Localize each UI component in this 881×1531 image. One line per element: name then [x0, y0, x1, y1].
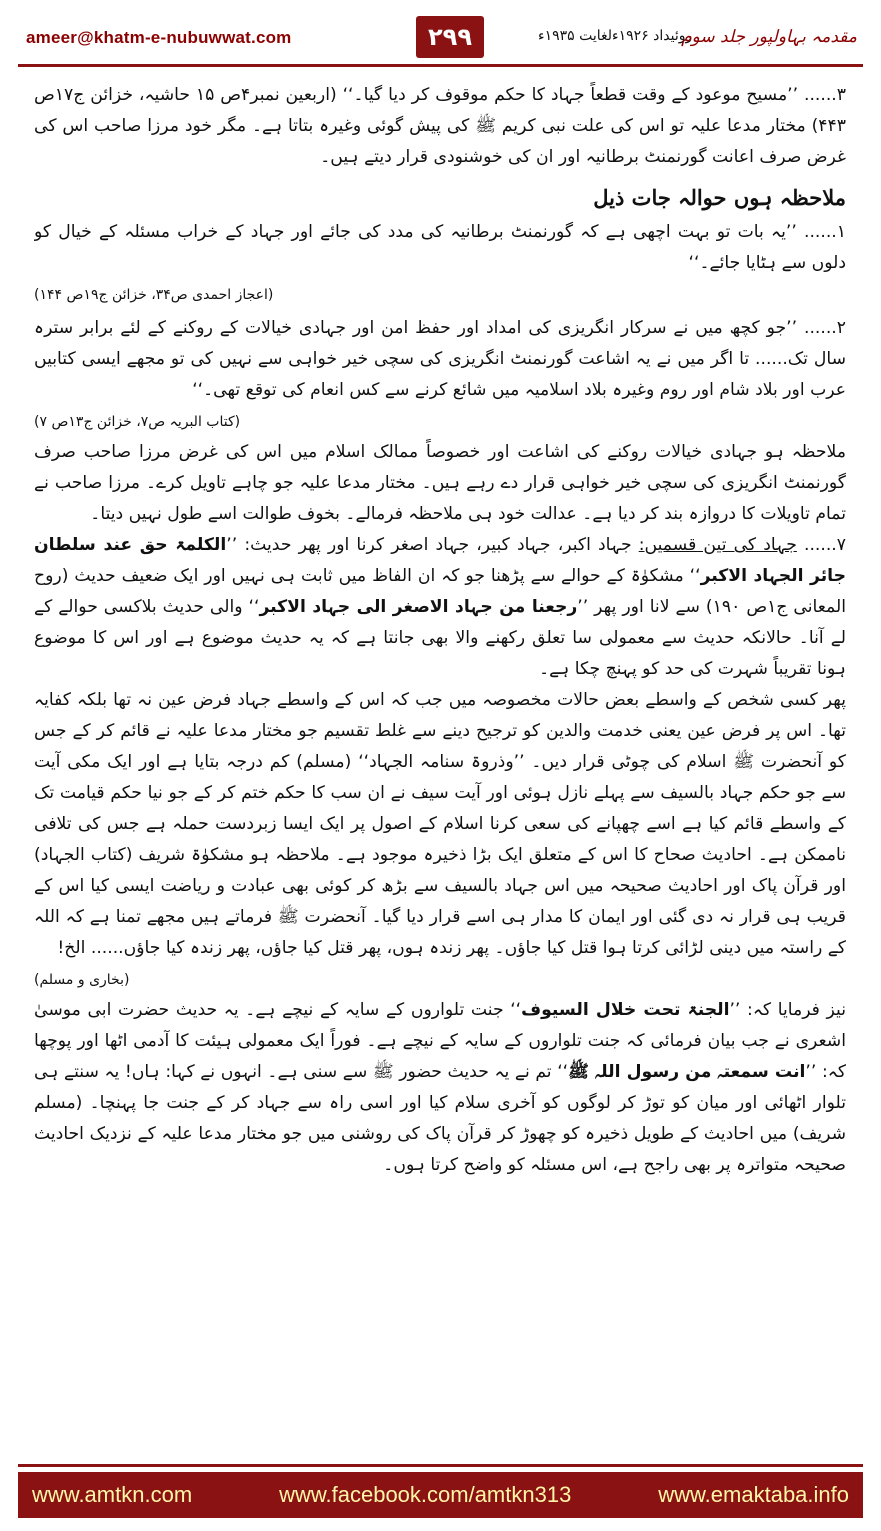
paragraph-7-intro: جہاد اکبر، جہاد کبیر، جہاد اصغر کرنا اور پھر حدیث: ’’: [226, 535, 639, 555]
page-header: [18, 14, 863, 62]
hadith-arabic-4: انت سمعتہ من رسول اللہ ﷺ: [568, 1062, 806, 1082]
header-proceeding: روئیداد ۱۹۲۶ءلغایت ۱۹۳۵ء: [538, 28, 693, 44]
last-paragraph-c: ‘‘ تم نے یہ حدیث حضور ﷺ سے سنی ہے۔ انہوں نے کہا: ہاں! یہ سنتے ہی تلوار اٹھائی اور میان کو توڑ کر لوگوں کو آخری سلام کیا اور اسی راہ سے جہاد کر کے جنت جا پہنچا۔ (مسلم شریف) میں احادیث کے طویل ذخیرہ کو چھوڑ کر قرآن پاک کی روشنی میں جو مختار مدعا علیہ کے نزدیک احادیث صحیحہ متواترہ پر بھی راجح ہے، اس مسئلہ کو واضح کرتا ہوں۔: [34, 1062, 846, 1175]
quote-2-citation: (کتاب البریہ ص۷، خزائن ج۱۳ص ۷): [34, 414, 241, 430]
long-paragraph-citation: (بخاری و مسلم): [34, 972, 130, 988]
footer-link-facebook[interactable]: www.facebook.com/amtkn313: [279, 1482, 572, 1507]
page-number: ۲۹۹: [416, 16, 484, 58]
long-paragraph: پھر کسی شخص کے واسطے بعض حالات مخصوصہ میں جب کہ اس کے واسطے جہاد فرض عین نہ تھا بلکہ کفایہ تھا۔ اس پر فرض عین یعنی خدمت والدین کو ترجیح دینے سے غلط تقسیم جو مختار مدعا علیہ نے قائم کر کے جس کو آنحضرت ﷺ اسلام کی چوٹی قرار دیں۔ ’’وذروۃ سنامہ الجہاد‘‘ (مسلم) کم درجہ بتایا ہے اور ایک مکی آیت سے جو حکم جہاد بالسیف سے پہلے نازل ہوئی اور آیت سیف نے ان سب کا حکم ختم کر کے جو نیا حکم قیامت تک کے واسطے قائم کیا ہے اسے چھپانے کی سعی کرنا اسلام کے اصول پر ایک ایسا زبردست حملہ ہے جس کی تلافی ناممکن ہے۔ احادیث صحاح کا اس کے متعلق ایک بڑا ذخیرہ موجود ہے۔ ملاحظہ ہو مشکوٰۃ شریف (کتاب الجہاد) اور قرآن پاک اور احادیث صحیحہ میں اس جہاد بالسیف سے بڑھ کر کوئی بھی عبادت و ریاضت ایسی کیا اس کے قریب ہی قرار نہ دی گئی اور ایمان کا مدار ہی اسے قرار دیا گیا۔ آنحضرت ﷺ فرماتے ہیں مجھے تمنا ہے کہ اللہ کے راستہ میں دینی لڑائی کرتا ہوا قتل کیا جاؤں۔ پھر زندہ ہوں، پھر قتل کیا جاؤں، پھر زندہ کیا جاؤں...... الخ!: [34, 690, 846, 958]
paragraph-7-number: ۷......: [803, 535, 846, 555]
long-paragraph-reference: [34, 964, 846, 995]
last-paragraph-b: ‘‘ جنت تلواروں کے سایہ کے نیچے ہے۔ یہ حدیث حضرت ابی موسیٰ اشعری نے جب بیان فرمائی کہ جنت تلواروں کے سایہ کے نیچے ہے۔ فوراً ایک معمولی ہیئت کا آدمی اٹھا اور پوچھا کہ: ’’: [34, 1000, 846, 1082]
footer-link-emaktaba[interactable]: www.emaktaba.info: [658, 1482, 849, 1507]
paragraph-3: ۳...... ’’مسیح موعود کے وقت قطعاً جہاد کا حکم موقوف کر دیا گیا۔‘‘ (اربعین نمبر۴ص ۱۵ حاشیہ، خزائن ج۱۷ص ۴۴۳) مختار مدعا علیہ تو اس کی علت نبی کریم ﷺ کی پیش گوئی وغیرہ بتاتا ہے۔ مگر خود مرزا صاحب اس کی غرض صرف اعانت گورنمنٹ برطانیہ اور ان کی خوشنودی قرار دیتے ہیں۔: [34, 85, 846, 167]
page-body: [34, 80, 846, 1455]
last-paragraph-a: نیز فرمایا کہ: ’’: [729, 1000, 846, 1020]
last-paragraph: [34, 995, 846, 1181]
paragraph-7-end: ‘‘ والی حدیث بلاکسی حوالے کے لے آنا۔ حالانکہ حدیث سے معمولی سا تعلق رکھنے والا بھی جانتا ہے کہ یہ حدیث موضوع ہے اور اس کا موضوع ہونا تقریباً شہرت کی حد کو پہنچ چکا ہے۔: [34, 597, 846, 679]
note-paragraph: ملاحظہ ہو جہادی خیالات روکنے کی اشاعت اور خصوصاً ممالک اسلام میں اس کی غرض مرزا صاحب صرف گورنمنٹ انگریزی کی سچی خیر خواہی قرار دے رہے ہیں۔ مختار مدعا علیہ جو چاہے تاویل کرے۔ مرزا صاحب نے تمام تاویلات کا دروازہ بند کر دیا ہے۔ عدالت خود ہی ملاحظہ فرمالے۔ بخوف طوالت اسے طول نہیں دیتا۔: [34, 442, 846, 524]
quote-2: ۲...... ’’جو کچھ میں نے سرکار انگریزی کی امداد اور حفظ امن اور جہادی خیالات کے روکنے کے لئے برابر سترہ سال تک...... تا اگر میں نے یہ اشاعت گورنمنٹ انگریزی کی سچی خیر خواہی سے نہیں کی تو مجھے ایسی کتابیں عرب اور بلاد شام اور روم وغیرہ بلاد اسلامیہ میں شائع کرنے سے کس انعام کی توقع تھی۔‘‘: [34, 318, 846, 400]
hadith-arabic-2: رجعنا من جہاد الاصغر الی جہاد الاکبر: [259, 597, 578, 617]
header-book-title: مقدمہ بہاولپور جلد سوم: [681, 27, 857, 47]
paragraph-7-title: جہاد کی تین قسمیں:: [638, 535, 797, 555]
footer-link-amtkn[interactable]: www.amtkn.com: [32, 1482, 193, 1507]
paragraph-7-mid: ‘‘ مشکوٰۃ کے حوالے سے پڑھنا جو کہ ان الفاظ میں ثابت ہی نہیں اور ایک ضعیف حدیث (روح المعانی ج۱ص ۱۹۰) سے لانا اور پھر ’’: [34, 566, 846, 617]
hadith-arabic-3: الجنۃ تحت خلال السیوف: [521, 1000, 730, 1020]
paragraph-7: [34, 530, 846, 685]
header-divider: [18, 64, 863, 67]
quote-1: ۱...... ’’یہ بات تو بہت اچھی ہے کہ گورنمنٹ برطانیہ کی مدد کی جائے اور جہاد کے خراب مسئلہ کے خیال کو دلوں سے ہٹایا جائے۔‘‘: [34, 222, 846, 273]
quote-1-reference: [34, 279, 846, 310]
section-heading: ملاحظہ ہوں حوالہ جات ذیل: [593, 185, 846, 210]
page-footer: [18, 1472, 863, 1518]
quote-2-reference: [34, 406, 846, 437]
header-email[interactable]: ameer@khatm-e-nubuwwat.com: [26, 28, 292, 47]
hadith-arabic-1: الکلمۃ حق عند سلطان جائر الجہاد الاکبر: [34, 535, 846, 586]
quote-1-citation: (اعجاز احمدی ص۳۴، خزائن ج۱۹ص ۱۴۴): [34, 287, 274, 303]
footer-divider: [18, 1464, 863, 1467]
